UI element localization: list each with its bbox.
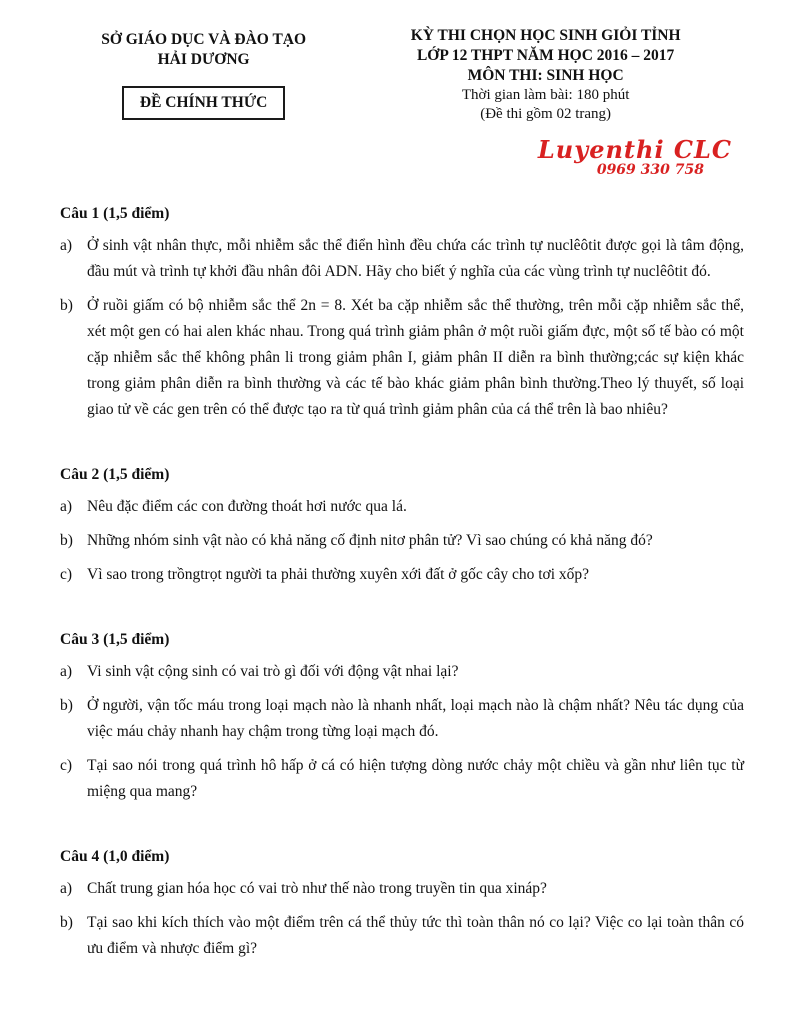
question-1-title: Câu 1 (1,5 điểm) <box>60 205 170 222</box>
part-text: Ở người, vận tốc máu trong loại mạch nào là nhanh nhất, loại mạch nào là chậm nhất? Nêu tác dụng của việc máu chảy nhanh hay chậm trong từng loại mạch đó. <box>87 697 744 740</box>
exam-subject-line: MÔN THI: SINH HỌC <box>467 67 624 84</box>
logo-brand-text: Luyenthi CLC <box>537 135 732 164</box>
part-label: b) <box>60 697 73 714</box>
part-label: a) <box>60 880 73 897</box>
part-text: Ở sinh vật nhân thực, mỗi nhiễm sắc thể điển hình đều chứa các trình tự nuclêôtit được gọi là tâm động, đầu mút và trình tự khởi đầu nhân đôi ADN. Hãy cho biết ý nghĩa của các vùng trình tự nuclêôtit đó. <box>87 237 744 280</box>
question-2-part-a <box>60 494 744 520</box>
part-text: Những nhóm sinh vật nào có khả năng cố định nitơ phân tử? Vì sao chúng có khả năng đó? <box>87 532 653 549</box>
part-label: a) <box>60 237 73 254</box>
part-text: Vi sinh vật cộng sinh có vai trò gì đối với động vật nhai lại? <box>87 663 459 680</box>
part-label: b) <box>60 297 73 314</box>
question-2-part-b <box>60 528 744 554</box>
official-exam-stamp: ĐỀ CHÍNH THỨC <box>122 86 285 120</box>
question-4 <box>60 845 744 962</box>
part-label: c) <box>60 757 73 774</box>
question-list <box>60 202 744 962</box>
exam-pages-line: (Đề thi gồm 02 trang) <box>480 106 612 122</box>
exam-duration-line: Thời gian làm bài: 180 phút <box>461 87 630 103</box>
question-2-part-c <box>60 562 744 588</box>
exam-title-block <box>347 26 744 124</box>
part-text: Tại sao khi kích thích vào một điểm trên cá thể thủy tức thì toàn thân nó co lại? Việc co lại toàn thân có ưu điểm và nhược điểm gì? <box>87 914 744 957</box>
question-1-part-a <box>60 233 744 285</box>
part-text: Tại sao nói trong quá trình hô hấp ở cá có hiện tượng dòng nước chảy một chiều và gần như liên tục từ miệng qua mang? <box>87 757 744 800</box>
question-3-part-a <box>60 659 744 685</box>
watermark-logo <box>60 135 744 190</box>
question-2-title: Câu 2 (1,5 điểm) <box>60 466 170 483</box>
document-header <box>60 26 744 124</box>
part-text: Nêu đặc điểm các con đường thoát hơi nước qua lá. <box>87 498 407 515</box>
question-1-part-b <box>60 293 744 423</box>
part-label: a) <box>60 663 73 680</box>
part-text: Vì sao trong trồngtrọt người ta phải thường xuyên xới đất ở gốc cây cho tơi xốp? <box>87 566 590 583</box>
question-2 <box>60 463 744 588</box>
question-4-part-a <box>60 876 744 902</box>
question-3-part-b <box>60 693 744 745</box>
question-4-title: Câu 4 (1,0 điểm) <box>60 848 170 865</box>
part-label: b) <box>60 532 73 549</box>
logo-phone-number: 0969 330 758 <box>596 162 704 178</box>
exam-title-line1: KỲ THI CHỌN HỌC SINH GIỎI TỈNH <box>410 27 681 44</box>
issuing-authority-block <box>60 26 347 120</box>
question-1 <box>60 202 744 423</box>
question-3-title: Câu 3 (1,5 điểm) <box>60 631 170 648</box>
authority-name-line2: HẢI DƯƠNG <box>157 51 250 68</box>
question-4-part-b <box>60 910 744 962</box>
part-label: b) <box>60 914 73 931</box>
part-text: Ở ruồi giấm có bộ nhiễm sắc thể 2n = 8. Xét ba cặp nhiễm sắc thể thường, trên mỗi cặp nhiễm sắc thể, xét một gen có hai alen khác nhau. Trong quá trình giảm phân ở một ruồi giấm đực, một số tế bào có một cặp nhiễm sắc thể không phân li trong giảm phân I, giảm phân II diễn ra bình thường;các sự kiện khác trong giảm phân diễn ra bình thường và các tế bào khác giảm phân bình thường.Theo lý thuyết, số loại giao tử về các gen trên có thể được tạo ra từ quá trình giảm phân của cá thể trên là bao nhiêu? <box>87 297 744 418</box>
part-label: c) <box>60 566 73 583</box>
authority-name-line1: SỞ GIÁO DỤC VÀ ĐÀO TẠO <box>101 31 307 48</box>
question-3-part-c <box>60 753 744 805</box>
exam-title-line2: LỚP 12 THPT NĂM HỌC 2016 – 2017 <box>416 47 675 64</box>
part-text: Chất trung gian hóa học có vai trò như thế nào trong truyền tin qua xináp? <box>87 880 547 897</box>
question-3 <box>60 628 744 805</box>
part-label: a) <box>60 498 73 515</box>
